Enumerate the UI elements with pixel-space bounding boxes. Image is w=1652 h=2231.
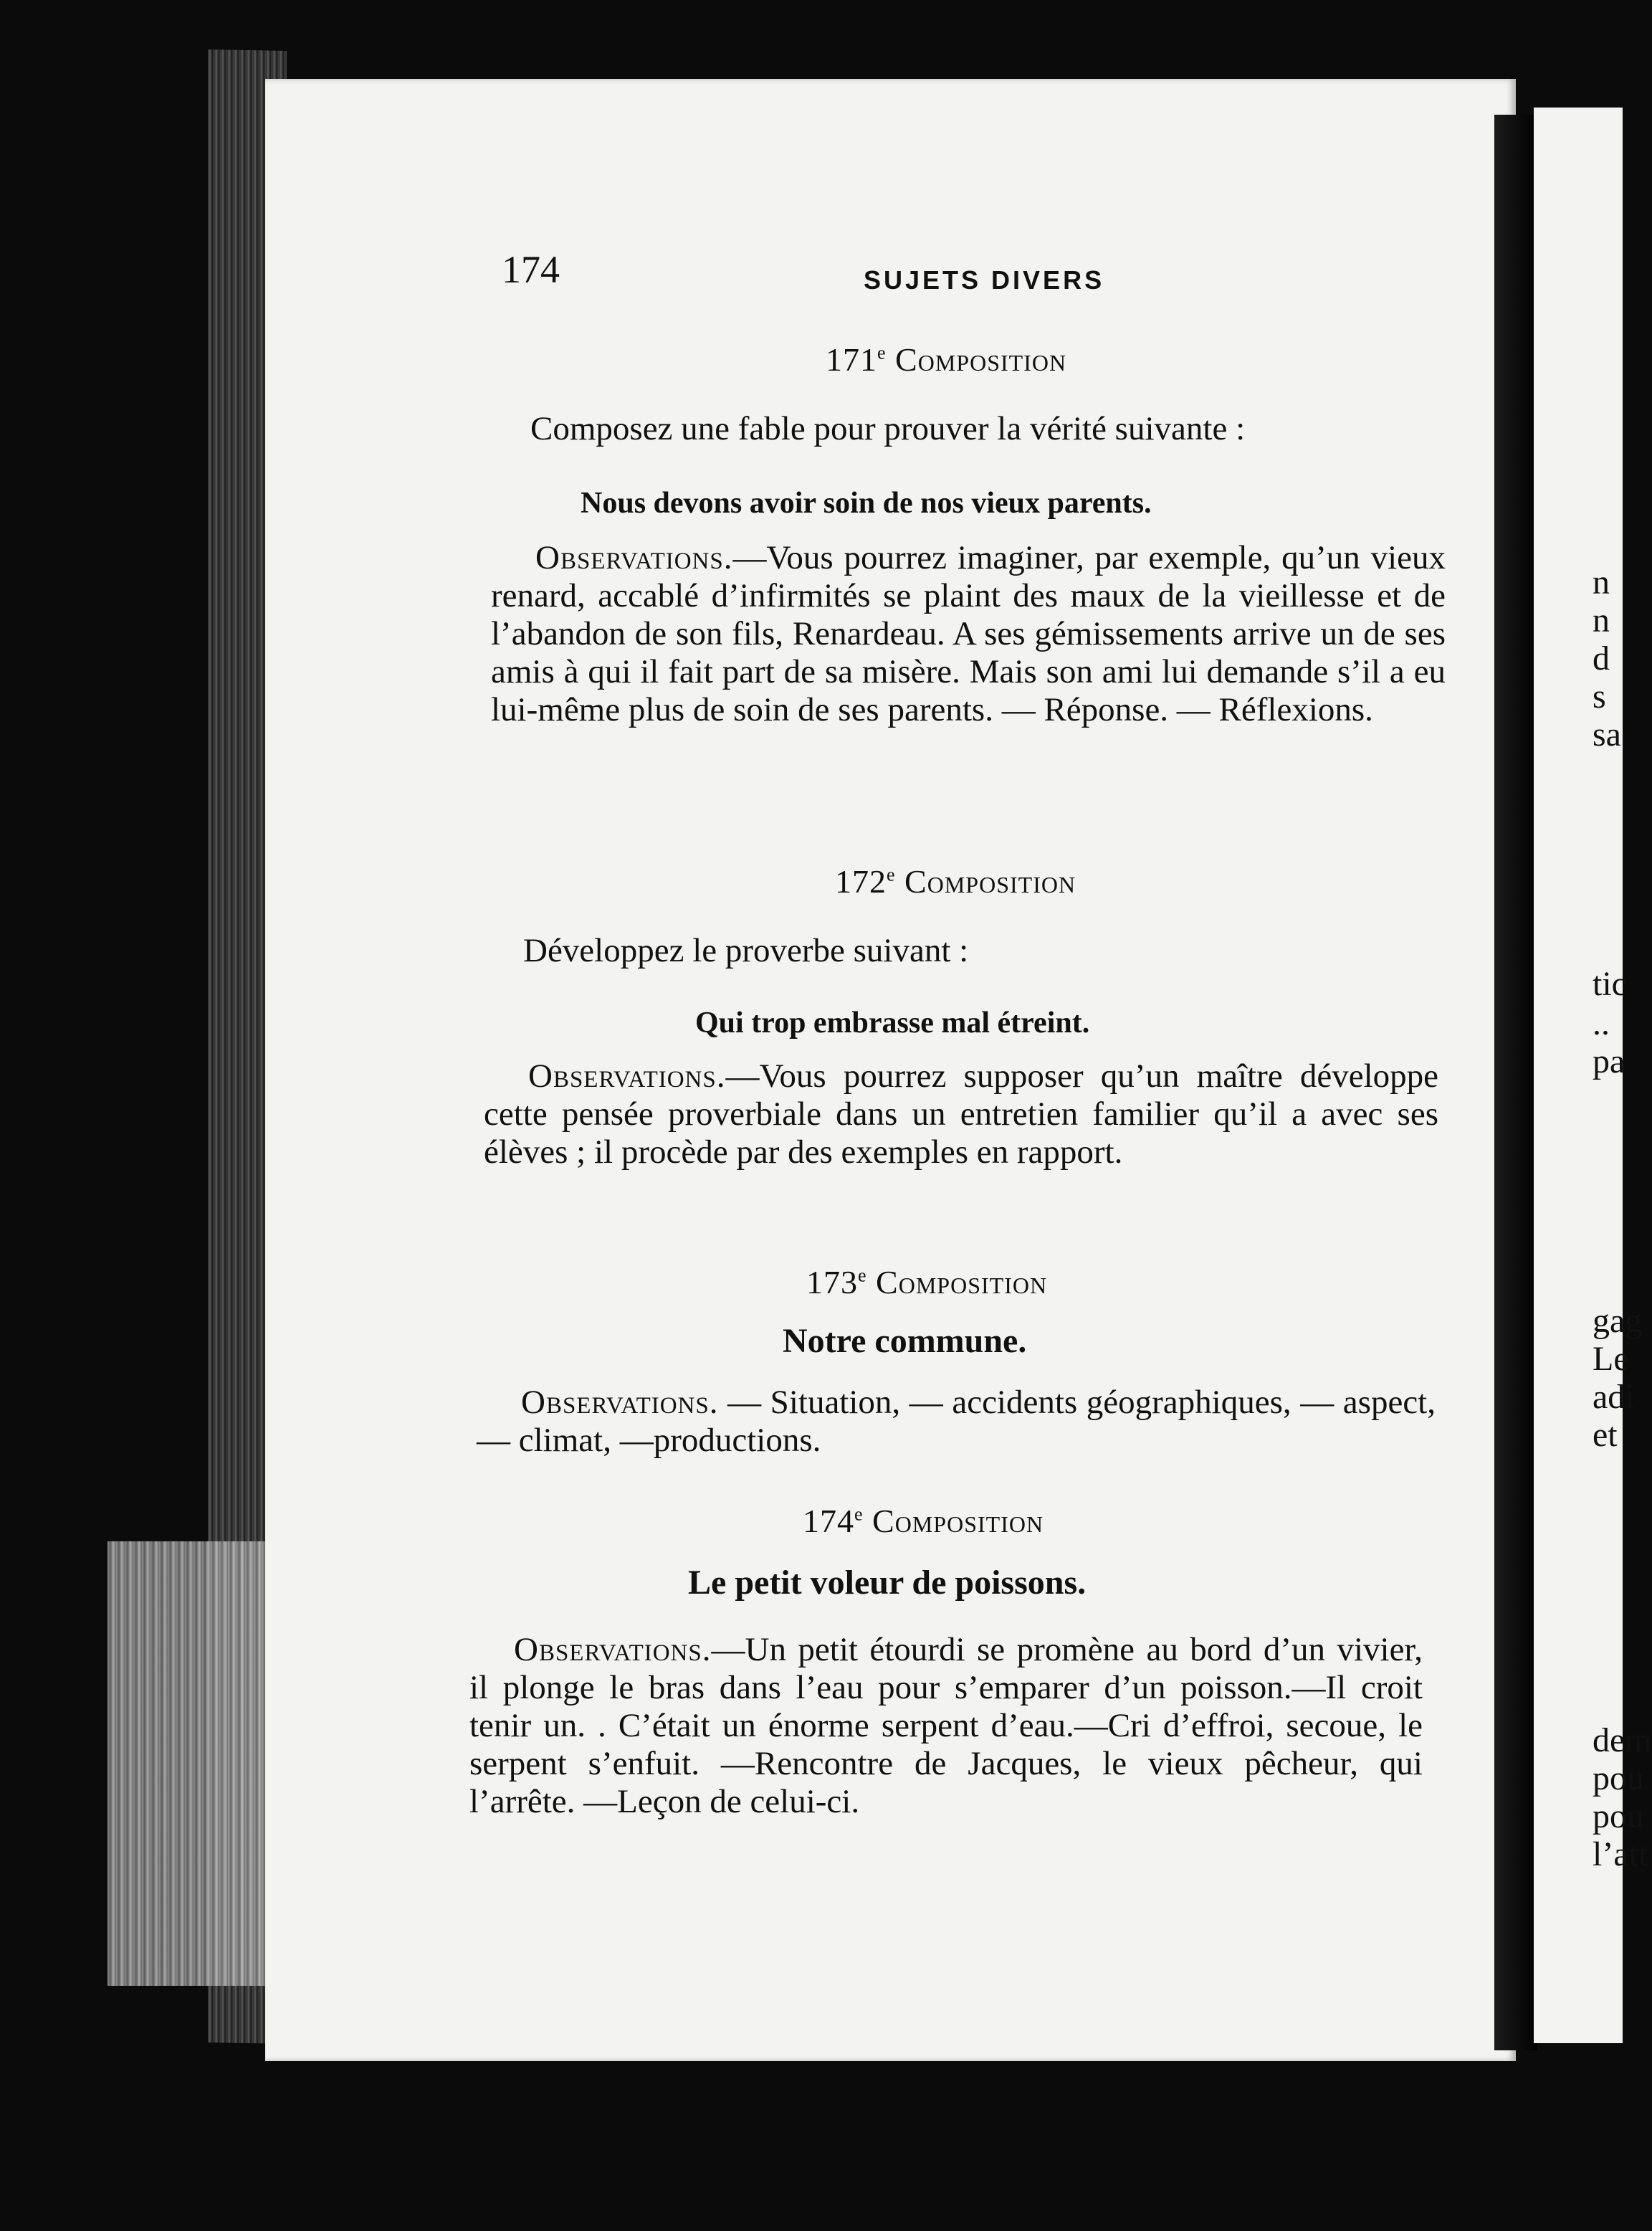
right-fragment-line: sa <box>1593 715 1621 753</box>
right-fragment-line: s <box>1593 677 1606 715</box>
composition-subject-174: Le petit voleur de poissons. <box>688 1564 1087 1602</box>
right-fragment-line: n <box>1593 563 1610 601</box>
composition-observations-174 <box>469 1631 1423 1821</box>
right-page-fragment <box>1534 108 1652 2043</box>
right-fragment-line: n <box>1593 601 1610 639</box>
page-number: 174 <box>502 248 560 291</box>
composition-subject-172: Qui trop embrasse mal étreint. <box>695 1007 1090 1040</box>
right-fragment-line: gag <box>1593 1302 1643 1340</box>
observations-text: —Un petit étourdi se promène au bord d’un vivier, il plonge le bras dans l’eau pour s’emparer d’un poisson.—Il croit tenir un. . C’était un énorme serpent d’eau.—Cri d’effroi, secoue, le serpent s’enfuit. —Rencontre de Jacques, le vieux pêcheur, qui l’arrête. —Leçon de celui-ci. <box>469 1631 1423 1820</box>
composition-observations-171 <box>491 539 1446 729</box>
composition-observations-173 <box>477 1384 1436 1460</box>
right-fragment-line: .. <box>1593 1004 1610 1042</box>
running-title: SUJETS DIVERS <box>864 265 1105 295</box>
composition-subject-173: Notre commune. <box>783 1322 1027 1360</box>
book-page-edges-lower <box>108 1541 280 1986</box>
observations-label: Observations. <box>514 1631 712 1668</box>
observations-label: Observations. <box>521 1384 719 1421</box>
right-fragment-line: dem <box>1593 1721 1652 1759</box>
right-fragment-line: adi <box>1593 1378 1635 1416</box>
right-fragment-line: pou <box>1593 1797 1644 1835</box>
composition-instruction-171: Composez une fable pour prouver la vérité suivante : <box>530 410 1246 447</box>
composition-heading-173: 173e Composition <box>806 1264 1048 1300</box>
observations-label: Observations. <box>528 1057 726 1095</box>
composition-observations-172 <box>484 1057 1438 1171</box>
right-fragment-line: pou <box>1593 1759 1644 1797</box>
right-fragment-line: tic <box>1593 965 1627 1003</box>
right-fragment-line: l’att <box>1593 1835 1648 1873</box>
observations-text: —Vous pourrez supposer qu’un maître développe cette pensée proverbiale dans un entretien familier qu’il a avec ses élèves ; il procède par des exemples en rapport. <box>484 1057 1438 1171</box>
right-fragment-line: et <box>1593 1416 1618 1454</box>
composition-subject-171: Nous devons avoir soin de nos vieux parents. <box>581 487 1152 520</box>
observations-text: —Vous pourrez imaginer, par exemple, qu’un vieux renard, accablé d’infirmités se plaint des maux de la vieillesse et de l’abandon de son fils, Renardeau. A ses gémissements arrive un de ses amis à qui il fait part de sa misère. Mais son ami lui demande s’il a eu lui-même plus de soin de ses parents. — Réponse. — Réflexions. <box>491 539 1446 728</box>
right-fragment-line: pa <box>1593 1042 1625 1080</box>
composition-heading-171: 171e Composition <box>826 341 1067 378</box>
observations-label: Observations. <box>535 539 733 576</box>
composition-instruction-172: Développez le proverbe suivant : <box>523 932 969 969</box>
book-gutter <box>1494 115 1537 2050</box>
composition-heading-174: 174e Composition <box>803 1503 1044 1539</box>
composition-heading-172: 172e Composition <box>835 863 1076 900</box>
right-fragment-line: d <box>1593 639 1610 677</box>
observations-text: — Situation, — accidents géographiques, — aspect, — climat, —productions. <box>477 1384 1436 1459</box>
right-fragment-line: Le <box>1593 1340 1629 1378</box>
